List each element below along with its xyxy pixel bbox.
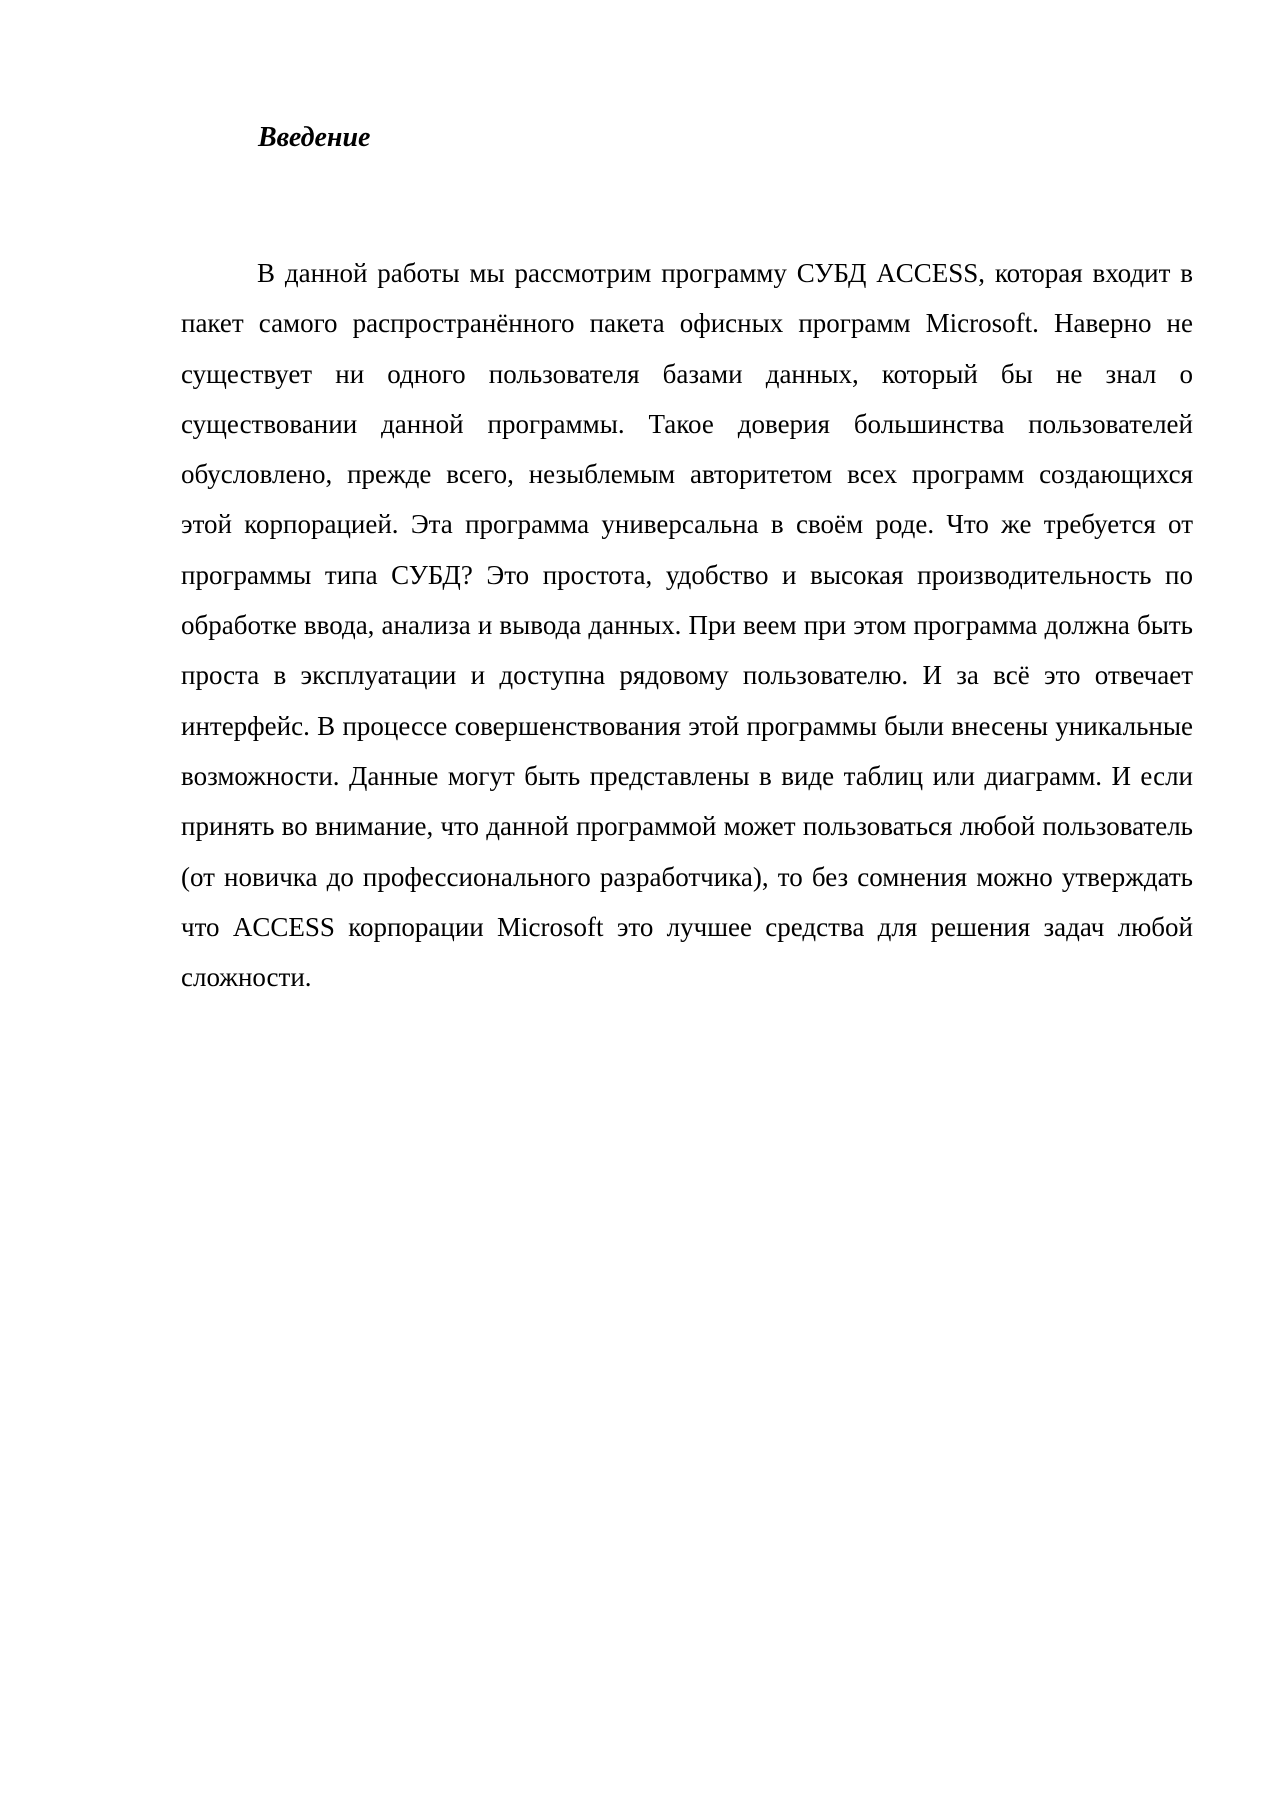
section-heading: Введение [258, 122, 371, 153]
body-paragraph: В данной работы мы рассмотрим программу СУБД ACCESS, которая входит в пакет самого распространённого пакета офисных программ Microsoft. Наверно не существует ни одного пользователя базами данных, который бы не знал о существовании данной программы. Такое доверия большинства пользователей обусловлено, прежде всего, незыблемым авторитетом всех программ создающихся этой корпорацией. Эта программа универсальна в своём роде. Что же требуется от программы типа СУБД? Это простота, удобство и высокая производительность по обработке ввода, анализа и вывода данных. При веем при этом программа должна быть проста в эксплуатации и доступна рядовому пользователю. И за всё это отвечает интерфейс. В процессе совершенствования этой программы были внесены уникальные возможности. Данные могут быть представлены в виде таблиц или диаграмм. И если принять во внимание, что данной программой может пользоваться любой пользователь (от новичка до профессионального разработчика), то без сомнения можно утверждать что ACCESS корпорации Microsoft это лучшее средства для решения задач любой сложности. [181, 258, 1193, 993]
